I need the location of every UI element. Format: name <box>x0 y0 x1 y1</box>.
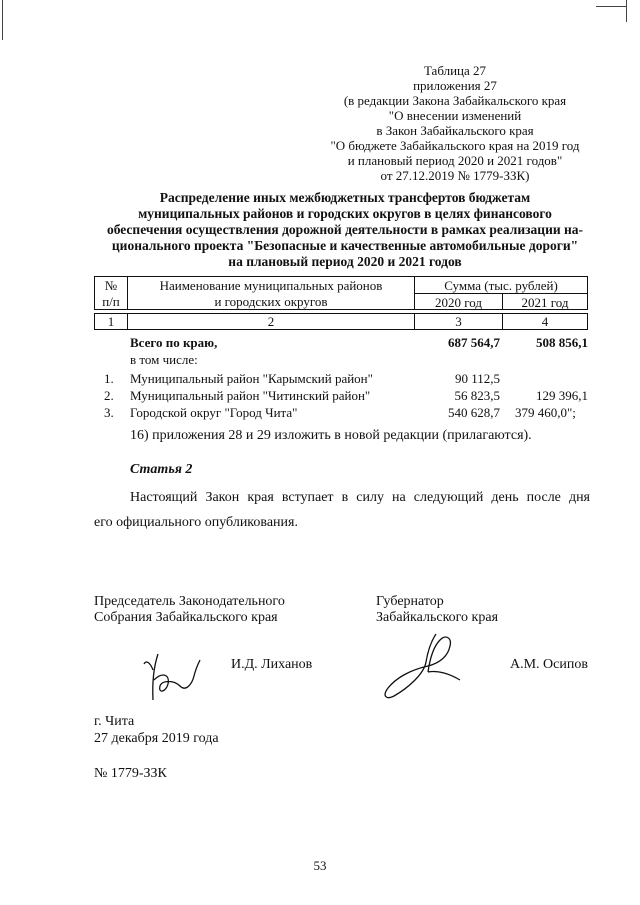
left-signatory-role: Председатель Законодательного <box>94 594 285 609</box>
law-number: № 1779-ЗЗК <box>94 766 167 781</box>
row-name: Муниципальный район "Читинский район" <box>130 388 371 403</box>
row-name: Городской округ "Город Чита" <box>130 405 298 420</box>
left-handwritten-signature <box>140 650 210 705</box>
row-name: Муниципальный район "Карымский район" <box>130 371 373 386</box>
header-line: (в редакции Закона Забайкальского края <box>343 93 567 108</box>
article-text-line-1: Настоящий Закон края вступает в силу на следующий день после дня <box>130 490 590 505</box>
header-line: от 27.12.2019 № 1779-ЗЗК) <box>380 168 530 183</box>
header-name-label-2: и городских округов <box>214 294 328 309</box>
header-line: и плановый период 2020 и 2021 годов" <box>347 153 563 168</box>
row-2020: 56 823,5 <box>454 388 500 403</box>
row-number: 2. <box>104 388 114 403</box>
index-label: 1 <box>107 314 115 329</box>
article-heading: Статья 2 <box>130 462 193 477</box>
total-2021: 508 856,1 <box>536 335 588 350</box>
title-line: обеспечения осуществления дорожной деятельности в рамках реализации на- <box>106 222 584 237</box>
title-line: Распределение иных межбюджетных трансфертов бюджетам <box>159 190 531 205</box>
right-signatory-role: Забайкальского края <box>376 610 499 625</box>
header-line: приложения 27 <box>413 78 497 93</box>
including-label: в том числе: <box>130 352 198 367</box>
title-line: ционального проекта "Безопасные и качественные автомобильные дороги" <box>111 238 579 253</box>
index-label: 3 <box>455 314 462 329</box>
title-line: на плановый период 2020 и 2021 годов <box>228 254 462 269</box>
index-label: 4 <box>541 314 549 329</box>
article-text-line-2: его официального опубликования. <box>94 515 298 530</box>
page-number: 53 <box>313 858 327 873</box>
header-line: "О внесении изменений <box>388 108 522 123</box>
index-label: 2 <box>267 314 275 329</box>
amendment-text: 16) приложения 28 и 29 изложить в новой редакции (прилагаются). <box>130 428 532 443</box>
header-number-label-1: № <box>104 278 118 293</box>
row-2020: 90 112,5 <box>454 371 500 386</box>
signing-date: 27 декабря 2019 года <box>94 731 219 746</box>
header-sum-label: Сумма (тыс. рублей) <box>444 278 558 293</box>
row-number: 1. <box>104 371 114 386</box>
scan-edge-mark-top <box>596 6 626 7</box>
title-line: муниципальных районов и городских округов в целях финансового <box>138 206 552 221</box>
city: г. Чита <box>94 714 135 729</box>
left-signatory-role: Собрания Забайкальского края <box>94 610 278 625</box>
scan-edge-mark-left <box>2 0 3 40</box>
header-line: Таблица 27 <box>423 63 487 78</box>
header-2020-label: 2020 год <box>435 295 482 310</box>
scan-edge-mark-right <box>626 0 627 22</box>
right-signatory-name: А.М. Осипов <box>510 657 588 672</box>
row-number: 3. <box>104 405 114 420</box>
row-2021: 129 396,1 <box>536 388 588 403</box>
right-signatory-role: Губернатор <box>376 594 444 609</box>
header-name-label-1: Наименование муниципальных районов <box>159 278 383 293</box>
right-handwritten-signature <box>378 630 478 705</box>
header-2021-label: 2021 год <box>521 295 569 310</box>
row-2021: 379 460,0"; <box>515 405 576 420</box>
header-number-label-2: п/п <box>102 294 120 309</box>
total-2020: 687 564,7 <box>448 335 500 350</box>
row-2020: 540 628,7 <box>448 405 500 420</box>
left-signatory-name: И.Д. Лиханов <box>231 657 313 672</box>
header-line: "О бюджете Забайкальского края на 2019 год <box>330 138 580 153</box>
total-label: Всего по краю, <box>130 335 218 350</box>
header-line: в Закон Забайкальского края <box>376 123 534 138</box>
